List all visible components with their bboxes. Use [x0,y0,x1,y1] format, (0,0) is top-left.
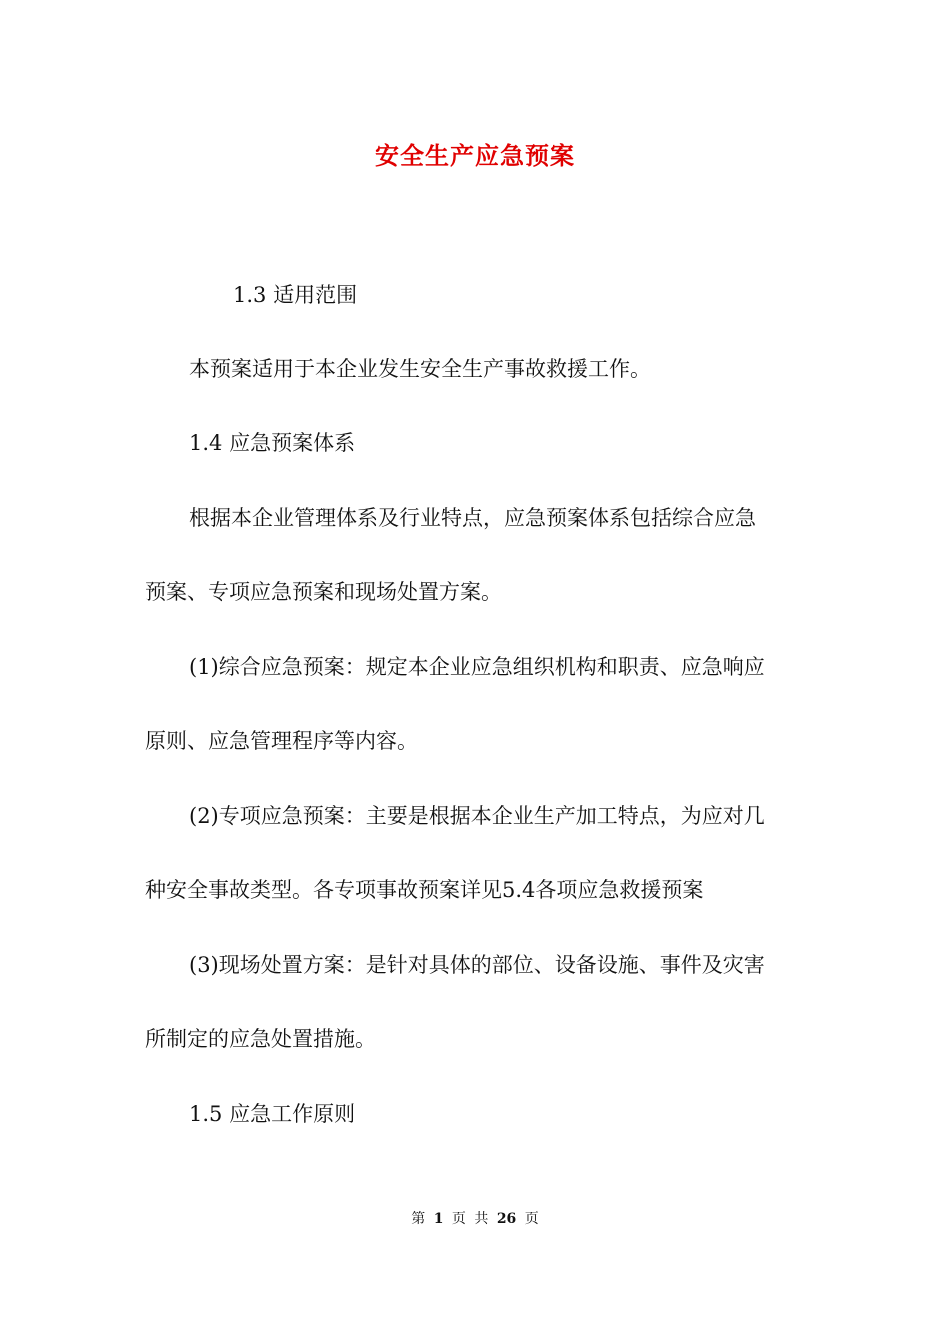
paragraph-line: 种安全事故类型。各专项事故预案详见5.4各项应急救援预案 [145,878,704,902]
section-heading-1-5: 1.5 应急工作原则 [189,1102,356,1126]
paragraph-line: 本预案适用于本企业发生安全生产事故救援工作。 [189,357,651,381]
section-heading-1-4: 1.4 应急预案体系 [189,431,356,455]
footer-suffix: 页 [524,1211,539,1227]
document-title: 安全生产应急预案 [375,142,575,170]
paragraph-line: 预案、专项应急预案和现场处置方案。 [145,580,502,604]
paragraph-line: 所制定的应急处置措施。 [145,1027,376,1051]
paragraph-line: (3)现场处置方案：是针对具体的部位、设备设施、事件及灾害 [189,953,765,977]
section-heading-1-3: 1.3 适用范围 [233,283,358,307]
paragraph-line: (1)综合应急预案：规定本企业应急组织机构和职责、应急响应 [189,655,765,679]
footer-current-page: 1 [433,1211,444,1227]
footer-total-pages: 26 [496,1211,517,1227]
page-footer [0,1208,950,1228]
paragraph-line: (2)专项应急预案：主要是根据本企业生产加工特点，为应对几 [189,804,765,828]
footer-middle: 页 共 [451,1211,489,1227]
paragraph-line: 根据本企业管理体系及行业特点，应急预案体系包括综合应急 [189,506,756,530]
footer-prefix: 第 [411,1211,426,1227]
paragraph-line: 原则、应急管理程序等内容。 [145,729,418,753]
